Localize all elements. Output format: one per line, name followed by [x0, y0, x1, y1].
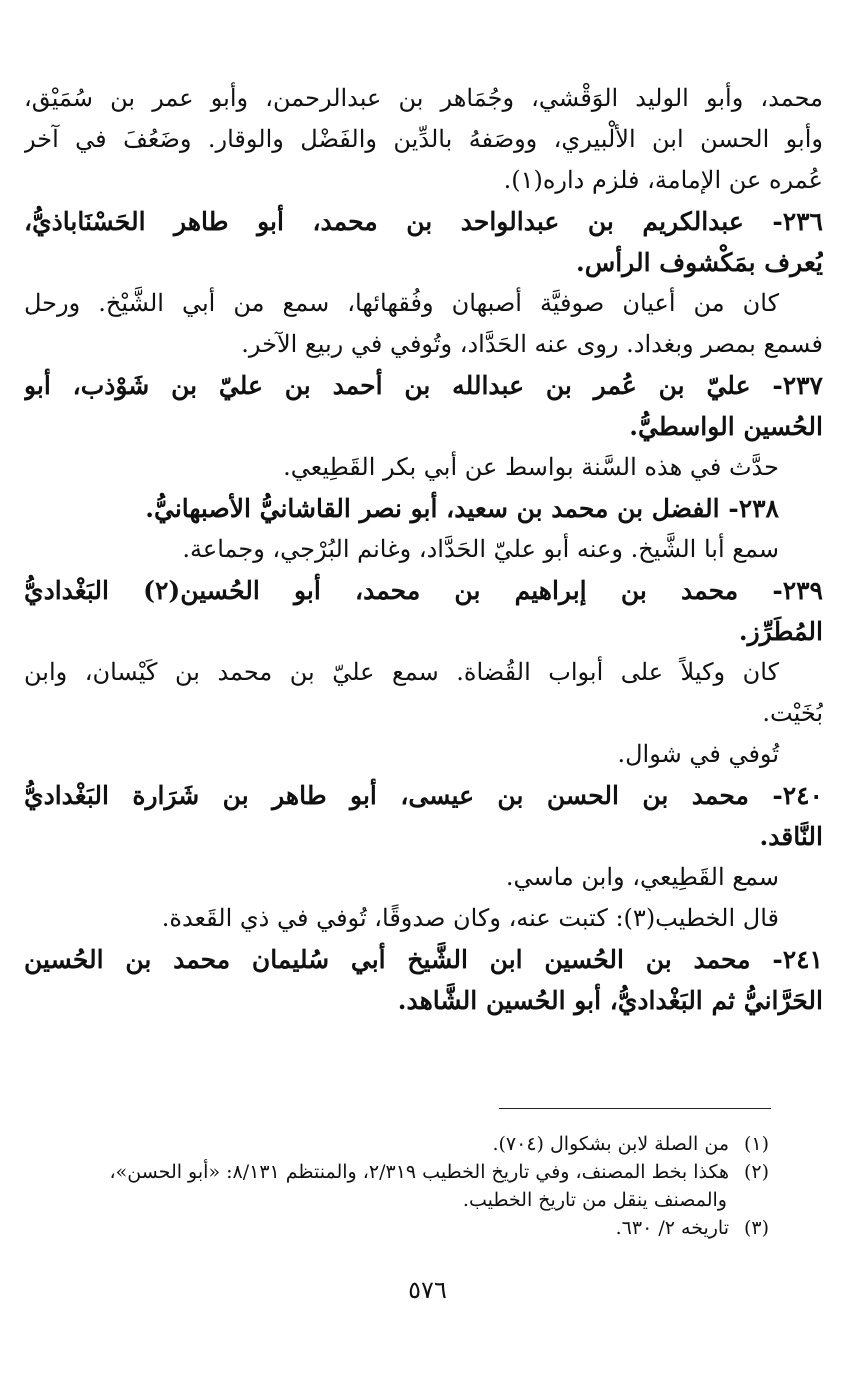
- entry-heading-240: ٢٤٠- محمد بن الحسن بن عيسى، أبو طاهر بن شَرَارة البَغْداديُّ: [24, 781, 823, 810]
- footnote-number: (١): [743, 1133, 769, 1155]
- footnote-divider: [499, 1108, 771, 1109]
- entry-heading-239: ٢٣٩- محمد بن إبراهيم بن محمد، أبو الحُسين(٢) البَغْداديُّ: [24, 576, 823, 605]
- footnotes: [28, 1130, 769, 1242]
- text-line: وأبو الحسن ابن الألْبيري، ووصَفهُ بالدِّين والفَضْل والوقار. وضَعُفَ في آخر: [24, 125, 823, 153]
- entry-heading-239-cont: المُطَرِّز.: [738, 617, 823, 646]
- text-line: تُوفي في شوال.: [617, 740, 779, 768]
- text-line: محمد، وأبو الوليد الوَقْشي، وجُمَاهر بن عبدالرحمن، وأبو عمر بن سُمَيْق،: [24, 84, 823, 112]
- page-number: ٥٧٦: [408, 1276, 447, 1304]
- footnote-1: [28, 1130, 769, 1158]
- entry-heading-241-cont: الحَرَّانيُّ ثم البَغْداديُّ، أبو الحُسين الشَّاهد.: [397, 986, 823, 1015]
- footnote-number: (٢): [743, 1161, 769, 1183]
- footnote-2-continuation: والمصنف ينقل من تاريخ الخطيب.: [462, 1189, 727, 1211]
- footnote-2: [28, 1158, 769, 1186]
- footnote-text: من الصلة لابن بشكوال (٧٠٤).: [492, 1133, 729, 1155]
- text-line: بُخَيْت.: [762, 699, 823, 727]
- text-line: كان من أعيان صوفيَّة أصبهان وفُقهائها، سمع من أبي الشَّيْخ. ورحل: [24, 289, 779, 317]
- footnote-text: تاريخه ٢/ ٦٣٠.: [615, 1217, 729, 1239]
- text-line: فسمع بمصر وبغداد. روى عنه الحَدَّاد، وتُوفي في ربيع الآخر.: [241, 330, 823, 358]
- main-text: [24, 78, 823, 1021]
- entry-heading-237-cont: الحُسين الواسطيُّ.: [629, 412, 823, 441]
- entry-heading-238: ٢٣٨- الفضل بن محمد بن سعيد، أبو نصر القاشانيُّ الأصبهانيُّ.: [145, 494, 779, 523]
- text-line: سمع أبا الشَّيخ. وعنه أبو عليّ الحَدَّاد، وغانم البُرْجي، وجماعة.: [182, 535, 779, 563]
- entry-heading-236-cont: يُعرف بمَكْشوف الرأس.: [575, 248, 823, 277]
- text-line: عُمره عن الإمامة، فلزم داره(١).: [503, 166, 823, 194]
- entry-heading-240-cont: النَّاقد.: [759, 822, 823, 851]
- entry-heading-241: ٢٤١- محمد بن الحُسين ابن الشَّيخ أبي سُليمان محمد بن الحُسين: [24, 945, 823, 974]
- text-line: كان وكيلاً على أبواب القُضاة. سمع عليّ بن محمد بن كَيْسان، وابن: [24, 658, 779, 686]
- text-line: حدَّث في هذه السَّنة بواسط عن أبي بكر القَطِيعي.: [283, 453, 779, 481]
- footnote-3: [28, 1214, 769, 1242]
- text-line: قال الخطيب(٣): كتبت عنه، وكان صدوقًا، تُوفي في ذي القَعدة.: [161, 904, 779, 932]
- footnote-text: هكذا بخط المصنف، وفي تاريخ الخطيب ٢/٣١٩، والمنتظم ٨/١٣١: «أبو الحسن»،: [109, 1161, 729, 1183]
- entry-heading-237: ٢٣٧- عليّ بن عُمر بن عبدالله بن أحمد بن عليّ بن شَوْذب، أبو: [24, 371, 823, 400]
- footnote-number: (٣): [743, 1217, 769, 1239]
- entry-heading-236: ٢٣٦- عبدالكريم بن عبدالواحد بن محمد، أبو طاهر الحَسْنَاباذيُّ،: [24, 207, 823, 236]
- text-line: سمع القَطِيعي، وابن ماسي.: [505, 863, 779, 891]
